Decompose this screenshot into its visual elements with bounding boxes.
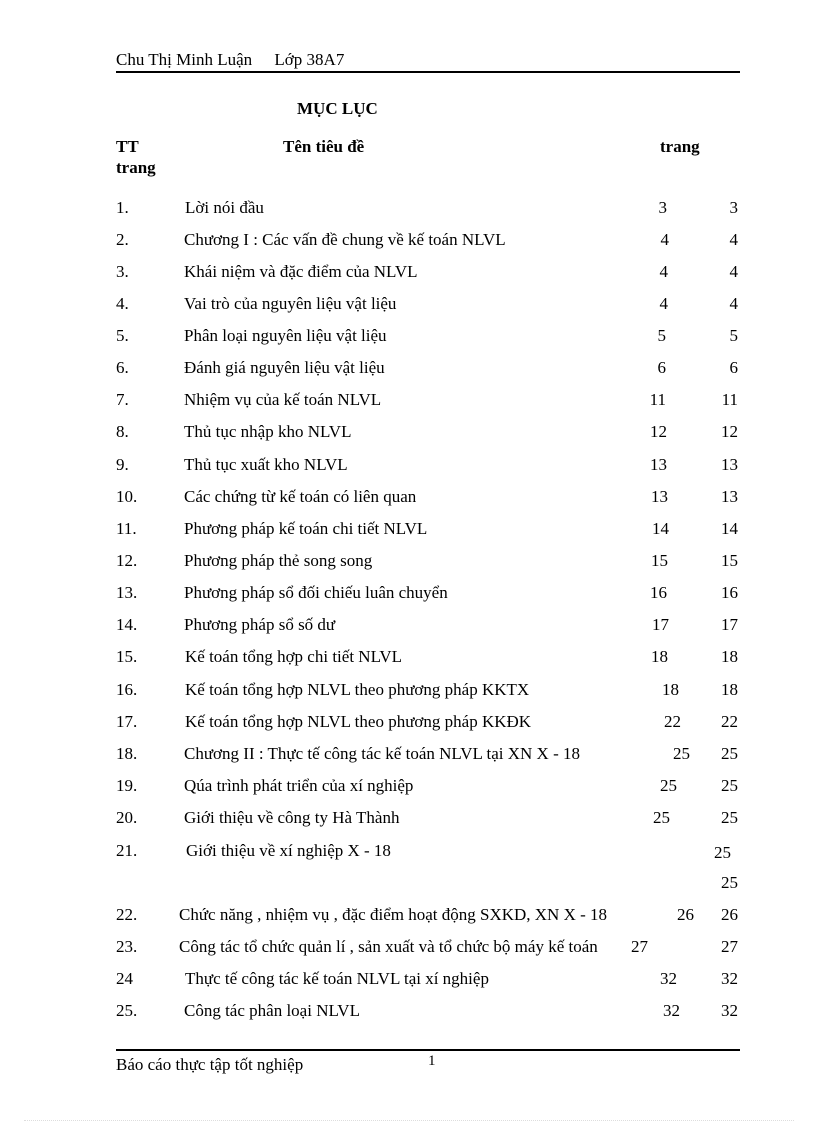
- toc-row: [0, 776, 816, 800]
- toc-title: Qúa trình phát triển của xí nghiệp: [184, 776, 414, 795]
- toc-number: 8.: [116, 422, 129, 441]
- toc-page-ref: 3: [658, 198, 667, 217]
- toc-page-ref: 6: [657, 358, 666, 377]
- toc-page: 25: [721, 744, 738, 763]
- toc-title: Kế toán tổng hợp NLVL theo phương pháp KKTX: [185, 680, 530, 699]
- toc-page-ref: 12: [650, 422, 667, 441]
- page-title: MỤC LỤC: [297, 99, 378, 118]
- toc-page-ref: 25: [673, 744, 690, 763]
- toc-page: 12: [721, 422, 738, 441]
- toc-row: [0, 905, 816, 929]
- toc-page: 11: [721, 390, 738, 409]
- toc-title: Kế toán tổng hợp NLVL theo phương pháp KKĐK: [185, 712, 532, 731]
- toc-title: Phương pháp sổ số dư: [184, 615, 336, 634]
- toc-page: 5: [729, 326, 738, 345]
- toc-number: 21.: [116, 841, 138, 860]
- toc-page-ref: 16: [650, 583, 667, 602]
- toc-page-ref: 4: [660, 230, 669, 249]
- toc-number: 13.: [116, 583, 138, 602]
- toc-page: 14: [721, 519, 738, 538]
- header-rule: [116, 71, 740, 73]
- toc-row: [0, 358, 816, 382]
- toc-number: 6.: [116, 358, 129, 377]
- col-tt-sub: trang: [116, 158, 156, 177]
- toc-page: 18: [721, 680, 738, 699]
- toc-row: [0, 744, 816, 768]
- toc-title: Giới thiệu về xí nghiệp X - 18: [186, 841, 391, 860]
- col-page: trang: [660, 137, 700, 156]
- toc-number: 2.: [116, 230, 129, 249]
- page-number: 1: [428, 1053, 436, 1069]
- toc-row: [0, 551, 816, 575]
- toc-title: Vai trò của nguyên liệu vật liệu: [184, 294, 397, 313]
- toc-page: 25: [721, 808, 738, 827]
- toc-title: Các chứng từ kế toán có liên quan: [184, 487, 417, 506]
- toc-page: 16: [721, 583, 738, 602]
- toc-title: Phương pháp kế toán chi tiết NLVL: [184, 519, 428, 538]
- toc-number: 3.: [116, 262, 129, 281]
- toc-title: Đánh giá nguyên liệu vật liệu: [184, 358, 385, 377]
- toc-title: Chương I : Các vấn đề chung về kế toán NLVL: [184, 230, 506, 249]
- toc-row: [0, 841, 816, 865]
- toc-page-ref: 18: [651, 647, 668, 666]
- toc-title: Phương pháp thẻ song song: [184, 551, 373, 570]
- toc-page: 26: [721, 905, 738, 924]
- toc-row: [0, 712, 816, 736]
- toc-page: 25: [721, 776, 738, 795]
- toc-page: 18: [721, 647, 738, 666]
- toc-number: 1.: [116, 198, 129, 217]
- toc-page: 6: [729, 358, 738, 377]
- toc-page: 15: [721, 551, 738, 570]
- toc-page-ref: 15: [651, 551, 668, 570]
- toc-page: 3: [729, 198, 738, 217]
- toc-page-ref: 32: [660, 969, 677, 988]
- author-name: Chu Thị Minh Luận: [116, 50, 253, 69]
- toc-number: 4.: [116, 294, 129, 313]
- toc-title: Chương II : Thực tế công tác kế toán NLVL tại XN X - 18: [184, 744, 580, 763]
- toc-title: Kế toán tổng hợp chi tiết NLVL: [185, 647, 403, 666]
- toc-page: 13: [721, 455, 738, 474]
- toc-page-ref: 4: [659, 294, 668, 313]
- toc-number: 5.: [116, 326, 129, 345]
- toc-page: 32: [721, 969, 738, 988]
- toc-title: Phương pháp sổ đối chiếu luân chuyển: [184, 583, 448, 602]
- toc-row: [0, 262, 816, 286]
- toc-title: Thủ tục xuất kho NLVL: [184, 455, 348, 474]
- toc-page-ref: 27: [631, 937, 648, 956]
- toc-row: [0, 198, 816, 222]
- toc-row: [0, 808, 816, 832]
- toc-page-ref: 5: [657, 326, 666, 345]
- running-header: [116, 50, 344, 70]
- toc-row: [0, 326, 816, 350]
- toc-page-ref: 32: [663, 1001, 680, 1020]
- toc-number: 14.: [116, 615, 138, 634]
- toc-title: Thực tế công tác kế toán NLVL tại xí nghiệp: [185, 969, 489, 988]
- toc-row: [0, 455, 816, 479]
- toc-title: Chức năng , nhiệm vụ , đặc điểm hoạt động SXKD, XN X - 18: [179, 905, 608, 924]
- footer-rule: [116, 1049, 740, 1051]
- toc-number: 20.: [116, 808, 138, 827]
- toc-title: Lời nói đầu: [185, 198, 264, 217]
- toc-title: Công tác phân loại NLVL: [184, 1001, 360, 1020]
- toc-number: 12.: [116, 551, 138, 570]
- toc-number: 25.: [116, 1001, 138, 1020]
- toc-number: 17.: [116, 712, 138, 731]
- toc-row: [0, 873, 816, 897]
- toc-title: Phân loại nguyên liệu vật liệu: [184, 326, 387, 345]
- toc-number: 10.: [116, 487, 138, 506]
- toc-page-ref: 11: [649, 390, 666, 409]
- toc-row: [0, 390, 816, 414]
- toc-row: [0, 647, 816, 671]
- toc-row: [0, 1001, 816, 1025]
- toc-number: 11.: [116, 519, 137, 538]
- toc-page-ref: 25: [660, 776, 677, 795]
- toc-row: [0, 969, 816, 993]
- toc-page: 4: [729, 230, 738, 249]
- toc-page-ref: 25: [653, 808, 670, 827]
- toc-title: Khái niệm và đặc điểm của NLVL: [184, 262, 418, 281]
- toc-title: Thủ tục nhập kho NLVL: [184, 422, 352, 441]
- toc-number: 18.: [116, 744, 138, 763]
- toc-page: 13: [721, 487, 738, 506]
- toc-row: [0, 230, 816, 254]
- toc-row: [0, 583, 816, 607]
- toc-title: Nhiệm vụ của kế toán NLVL: [184, 390, 382, 409]
- toc-page: 22: [721, 712, 738, 731]
- col-title: Tên tiêu đề: [283, 137, 365, 156]
- toc-page-ref: 4: [659, 262, 668, 281]
- toc-page: 17: [721, 615, 738, 634]
- toc-number: 7.: [116, 390, 129, 409]
- toc-title: Giới thiệu về công ty Hà Thành: [184, 808, 400, 827]
- toc-page: 32: [721, 1001, 738, 1020]
- toc-number: 24: [116, 969, 133, 988]
- toc-number: 16.: [116, 680, 138, 699]
- toc-number: 9.: [116, 455, 129, 474]
- toc-row: [0, 615, 816, 639]
- toc-row: [0, 519, 816, 543]
- page-edge: [24, 1120, 794, 1121]
- toc-page-ref: 17: [652, 615, 669, 634]
- toc-row: [0, 937, 816, 961]
- toc-number: 23.: [116, 937, 138, 956]
- toc-row: [0, 487, 816, 511]
- toc-page-ref: 18: [662, 680, 679, 699]
- toc-number: 15.: [116, 647, 138, 666]
- toc-number: 22.: [116, 905, 138, 924]
- toc-row: [0, 294, 816, 318]
- toc-page: 4: [729, 262, 738, 281]
- toc-page: 4: [729, 294, 738, 313]
- footer-text: Báo cáo thực tập tốt nghiệp: [116, 1055, 304, 1074]
- toc-page-ref: 26: [677, 905, 694, 924]
- toc-page: 25: [714, 843, 731, 862]
- toc-row: [0, 680, 816, 704]
- toc-page-ref: 14: [652, 519, 669, 538]
- toc-row: [0, 422, 816, 446]
- toc-page-ref: 13: [650, 455, 667, 474]
- toc-title: Công tác tổ chức quản lí , sản xuất và tổ chức bộ máy kế toán: [179, 937, 598, 956]
- toc-page-ref: 22: [664, 712, 681, 731]
- toc-page: 25: [721, 873, 738, 892]
- toc-page-ref: 13: [651, 487, 668, 506]
- toc-page: 27: [721, 937, 738, 956]
- toc-number: 19.: [116, 776, 138, 795]
- col-tt: TT: [116, 137, 139, 156]
- class-name: Lớp 38A7: [274, 50, 345, 69]
